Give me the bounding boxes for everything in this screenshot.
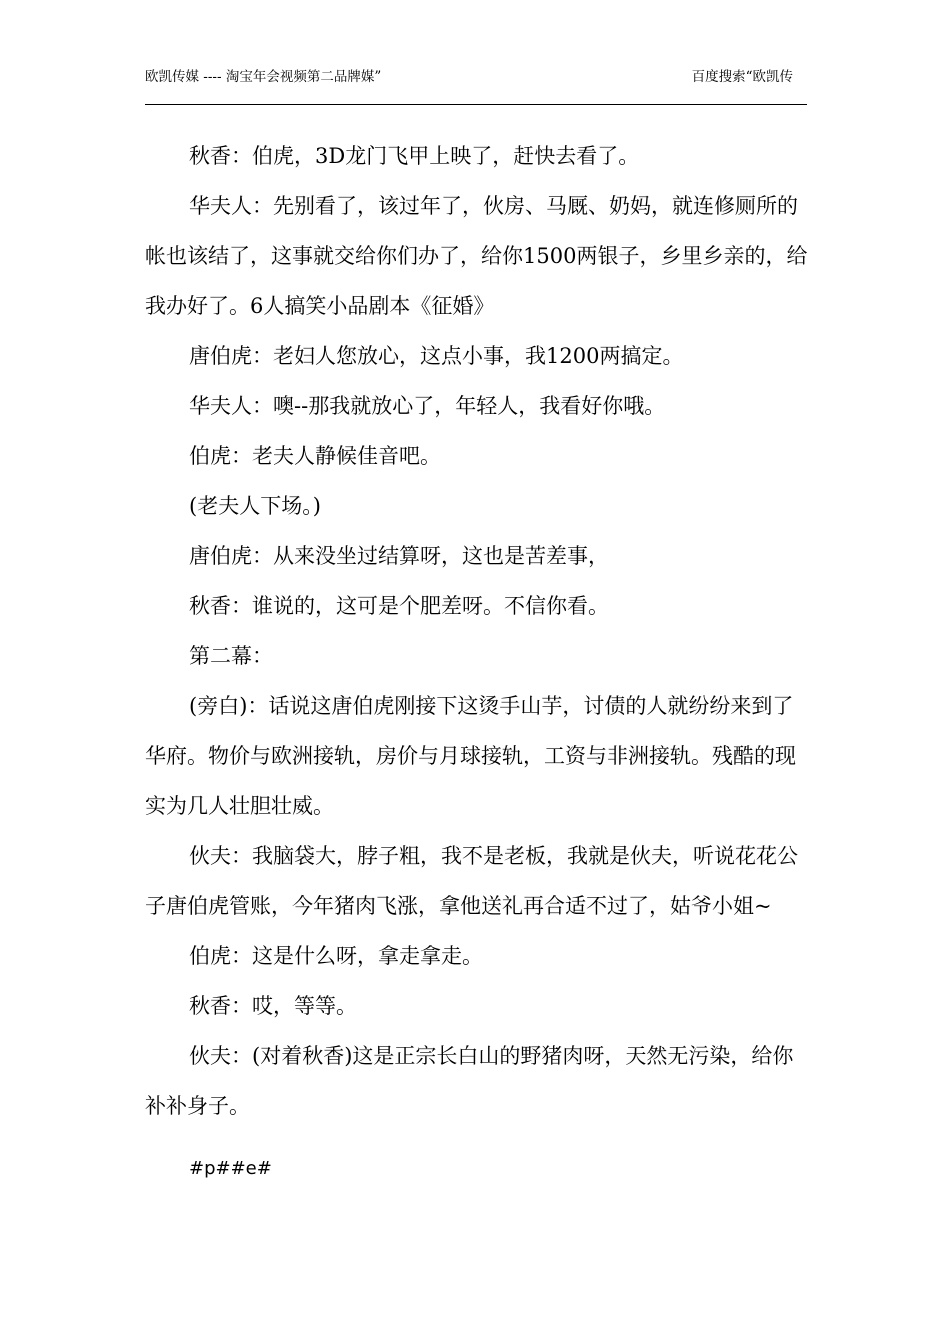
- paragraph: 秋香：谁说的，这可是个肥差呀。不信你看。: [189, 594, 609, 618]
- page-marker: #p##e#: [189, 1158, 272, 1179]
- paragraph: 第二幕：: [189, 644, 273, 668]
- paragraph: 秋香：哎，等等。: [189, 994, 357, 1018]
- paragraph: 唐伯虎：老妇人您放心，这点小事，我1200两搞定。: [189, 344, 684, 368]
- paragraph: 华夫人：噢--那我就放心了，年轻人，我看好你哦。: [189, 394, 666, 418]
- paragraph: 伙夫：(对着秋香)这是正宗长白山的野猪肉呀，天然无污染，给你补补身子。: [145, 1044, 794, 1118]
- paragraph: 秋香：伯虎，3D龙门飞甲上映了，赶快去看了。: [189, 144, 640, 168]
- header-left-text: 欧凯传媒 ---- 淘宝年会视频第二品牌媒”: [145, 69, 382, 85]
- paragraph: 伯虎：这是什么呀，拿走拿走。: [189, 944, 483, 968]
- paragraph: (旁白)：话说这唐伯虎刚接下这烫手山芋，讨债的人就纷纷来到了华府。物价与欧洲接轨，房价与月球接轨，工资与非洲接轨。残酷的现实为几人壮胆壮威。: [145, 694, 796, 818]
- document-body: [145, 131, 810, 1194]
- header-right-text: 百度搜索“欧凯传: [691, 69, 793, 85]
- paragraph: 伯虎：老夫人静候佳音吧。: [189, 444, 441, 468]
- paragraph: 伙夫：我脑袋大，脖子粗，我不是老板，我就是伙夫，听说花花公子唐伯虎管账，今年猪肉飞涨，拿他送礼再合适不过了，姑爷小姐~: [145, 844, 798, 918]
- paragraph: 唐伯虎：从来没坐过结算呀，这也是苦差事，: [189, 544, 609, 568]
- paragraph: (老夫人下场。): [189, 494, 321, 518]
- paragraph: 华夫人：先别看了，该过年了，伙房、马厩、奶妈，就连修厕所的帐也该结了，这事就交给你们办了，给你1500两银子，乡里乡亲的，给我办好了。6人搞笑小品剧本《征婚》: [145, 194, 808, 318]
- page-header: [145, 68, 807, 105]
